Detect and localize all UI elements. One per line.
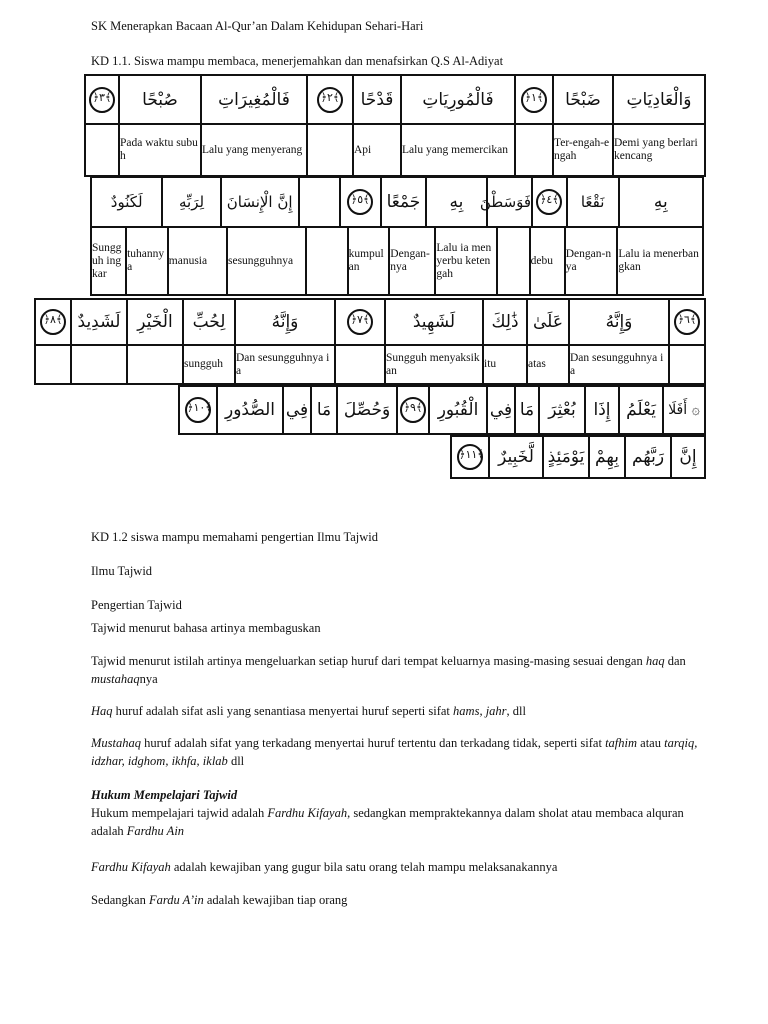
- arabic-word: بُعْثِرَ: [539, 386, 585, 434]
- translation-cell: Sungguh menyaksikan: [385, 345, 483, 384]
- verse-marker-2: ﴿٢﴾: [307, 75, 353, 124]
- arabic-word: الْقُبُورِ: [429, 386, 487, 434]
- translation-cell: sungguh: [183, 345, 235, 384]
- definition-istilah: Tajwid menurut istilah artinya mengeluarkan setiap huruf dari tempat keluarnya masing-masing sesuai dengan haq dan mustahaqnya: [91, 654, 686, 686]
- translation-cell: Demi yang berlari kencang: [613, 124, 705, 176]
- arabic-word: مَا: [311, 386, 337, 434]
- translation-cell: Pada waktu subuh: [119, 124, 201, 176]
- arabic-word: وَإِنَّهُ: [569, 299, 669, 345]
- translation-cell: atas: [527, 345, 569, 384]
- arabic-word: [299, 177, 340, 227]
- verse-table-2: [90, 176, 704, 228]
- section-pengertian: Pengertian Tajwid: [91, 598, 182, 612]
- translation-cell: [85, 124, 119, 176]
- arabic-word: لَّخَبِيرٌ: [489, 436, 543, 478]
- verse-marker-9: ﴿٩﴾: [397, 386, 429, 434]
- translation-cell: [307, 124, 353, 176]
- translation-cell: [335, 345, 385, 384]
- verse-marker-3: ﴿٣﴾: [85, 75, 119, 124]
- arabic-word: جَمْعًا: [381, 177, 426, 227]
- arabic-word: لَشَهِيدٌ: [385, 299, 483, 345]
- arabic-word: فِي: [487, 386, 515, 434]
- verse-table-2-translation: [90, 226, 704, 296]
- translation-cell: Lalu yang memercikan: [401, 124, 515, 176]
- section-ilmu-tajwid: Ilmu Tajwid: [91, 564, 153, 578]
- verse-marker-7: ﴿٧﴾: [335, 299, 385, 345]
- arabic-word: فَالْمُغِيرَاتِ: [201, 75, 307, 124]
- definition-haq: Haq huruf adalah sifat asli yang senantiasa menyertai huruf seperti sifat hams, jahr, dll: [91, 704, 526, 718]
- kd-1-2-heading: KD 1.2 siswa mampu memahami pengertian Ilmu Tajwid: [91, 530, 379, 544]
- translation-cell: debu: [530, 227, 565, 295]
- translation-cell: Dengan-nya: [565, 227, 618, 295]
- arabic-word: الصُّدُورِ: [217, 386, 283, 434]
- arabic-word: رَبَّهُم: [625, 436, 671, 478]
- translation-cell: tuhannya: [126, 227, 168, 295]
- arabic-word: بِهِ: [619, 177, 703, 227]
- arabic-word: وَحُصِّلَ: [337, 386, 397, 434]
- translation-cell: Lalu ia menyerbu ketengah: [435, 227, 496, 295]
- translation-cell: Lalu ia menerbangkan: [617, 227, 703, 295]
- verse-table-4: [178, 385, 706, 435]
- verse-table-1: [84, 74, 706, 177]
- arabic-word: مَا: [515, 386, 539, 434]
- arabic-word: بِهِ: [426, 177, 487, 227]
- arabic-word: وَالْعَادِيَاتِ: [613, 75, 705, 124]
- translation-cell: [35, 345, 71, 384]
- arabic-word: لَكَنُودٌ: [91, 177, 162, 227]
- arabic-word: لِحُبِّ: [183, 299, 235, 345]
- definition-mustahaq: Mustahaq huruf adalah sifat yang terkadang menyertai huruf tertentu dan terkadang tidak, seperti sifat tafhim atau tarqiq, idzhar, idghom, ikhfa, iklab dll: [91, 736, 698, 768]
- translation-cell: kumpulan: [348, 227, 390, 295]
- definition-bahasa: Tajwid menurut bahasa artinya membaguskan: [91, 621, 321, 635]
- arabic-word: ضَبْحًا: [553, 75, 613, 124]
- translation-cell: sesungguhnya: [227, 227, 306, 295]
- translation-cell: Dan sesungguhnya ia: [235, 345, 335, 384]
- translation-cell: [306, 227, 348, 295]
- translation-cell: Sungguh ingkar: [91, 227, 126, 295]
- verse-table-5: [450, 435, 706, 479]
- verse-marker-5: ﴿٥﴾: [340, 177, 381, 227]
- arabic-word: إِذَا: [585, 386, 619, 434]
- verse-marker-10: ﴿١٠﴾: [179, 386, 217, 434]
- verse-marker-1: ﴿١﴾: [515, 75, 553, 124]
- arabic-word: قَدْحًا: [353, 75, 401, 124]
- verse-marker-4: ﴿٤﴾: [532, 177, 567, 227]
- fardu-ain-definition: Sedangkan Fardu A’in adalah kewajiban tiap orang: [91, 893, 348, 907]
- arabic-word: إِنَّ الْإِنسَانَ: [221, 177, 299, 227]
- fardhu-kifayah-definition: Fardhu Kifayah adalah kewajiban yang gugur bila satu orang telah mampu melaksanakannya: [91, 860, 558, 874]
- translation-cell: Dan sesungguhnya ia: [569, 345, 669, 384]
- arabic-word: فَالْمُورِيَاتِ: [401, 75, 515, 124]
- translation-cell: [497, 227, 530, 295]
- arabic-word: وَإِنَّهُ: [235, 299, 335, 345]
- translation-cell: Dengan-nya: [389, 227, 435, 295]
- translation-cell: itu: [483, 345, 527, 384]
- verse-marker-8: ﴿٨﴾: [35, 299, 71, 345]
- translation-cell: manusia: [168, 227, 227, 295]
- arabic-word: بِهِمْ: [589, 436, 625, 478]
- hukum-heading: Hukum Mempelajari Tajwid: [91, 788, 238, 802]
- arabic-word: فَوَسَطْنَ: [487, 177, 532, 227]
- kd-1-1-heading: KD 1.1. Siswa mampu membaca, menerjemahkan dan menafsirkan Q.S Al-Adiyat: [91, 54, 504, 68]
- arabic-word: لَشَدِيدٌ: [71, 299, 127, 345]
- translation-cell: Api: [353, 124, 401, 176]
- translation-cell: [71, 345, 127, 384]
- arabic-word: عَلَىٰ: [527, 299, 569, 345]
- arabic-word: ذَٰلِكَ: [483, 299, 527, 345]
- arabic-word: إِنَّ: [671, 436, 705, 478]
- verse-table-3: [34, 298, 706, 385]
- arabic-word: نَقْعًا: [567, 177, 619, 227]
- translation-cell: [515, 124, 553, 176]
- arabic-word: ۞ أَفَلَا: [663, 386, 705, 434]
- hukum-paragraph: Hukum mempelajari tajwid adalah Fardhu Kifayah, sedangkan mempraktekannya dalam sholat atau membaca alquran adalah Fardhu Ain: [91, 806, 684, 838]
- arabic-word: صُبْحًا: [119, 75, 201, 124]
- translation-cell: Lalu yang menyerang: [201, 124, 307, 176]
- verse-marker-6: ﴿٦﴾: [669, 299, 705, 345]
- translation-cell: Ter-engah-engah: [553, 124, 613, 176]
- arabic-word: لِرَبِّهِ: [162, 177, 220, 227]
- arabic-word: يَوْمَئِذٍ: [543, 436, 589, 478]
- arabic-word: الْخَيْرِ: [127, 299, 183, 345]
- arabic-word: يَعْلَمُ: [619, 386, 663, 434]
- translation-cell: [127, 345, 183, 384]
- standard-competency-title: SK Menerapkan Bacaan Al-Qur’an Dalam Kehidupan Sehari-Hari: [91, 19, 424, 33]
- arabic-word: فِي: [283, 386, 311, 434]
- verse-marker-11: ﴿١١﴾: [451, 436, 489, 478]
- translation-cell: [669, 345, 705, 384]
